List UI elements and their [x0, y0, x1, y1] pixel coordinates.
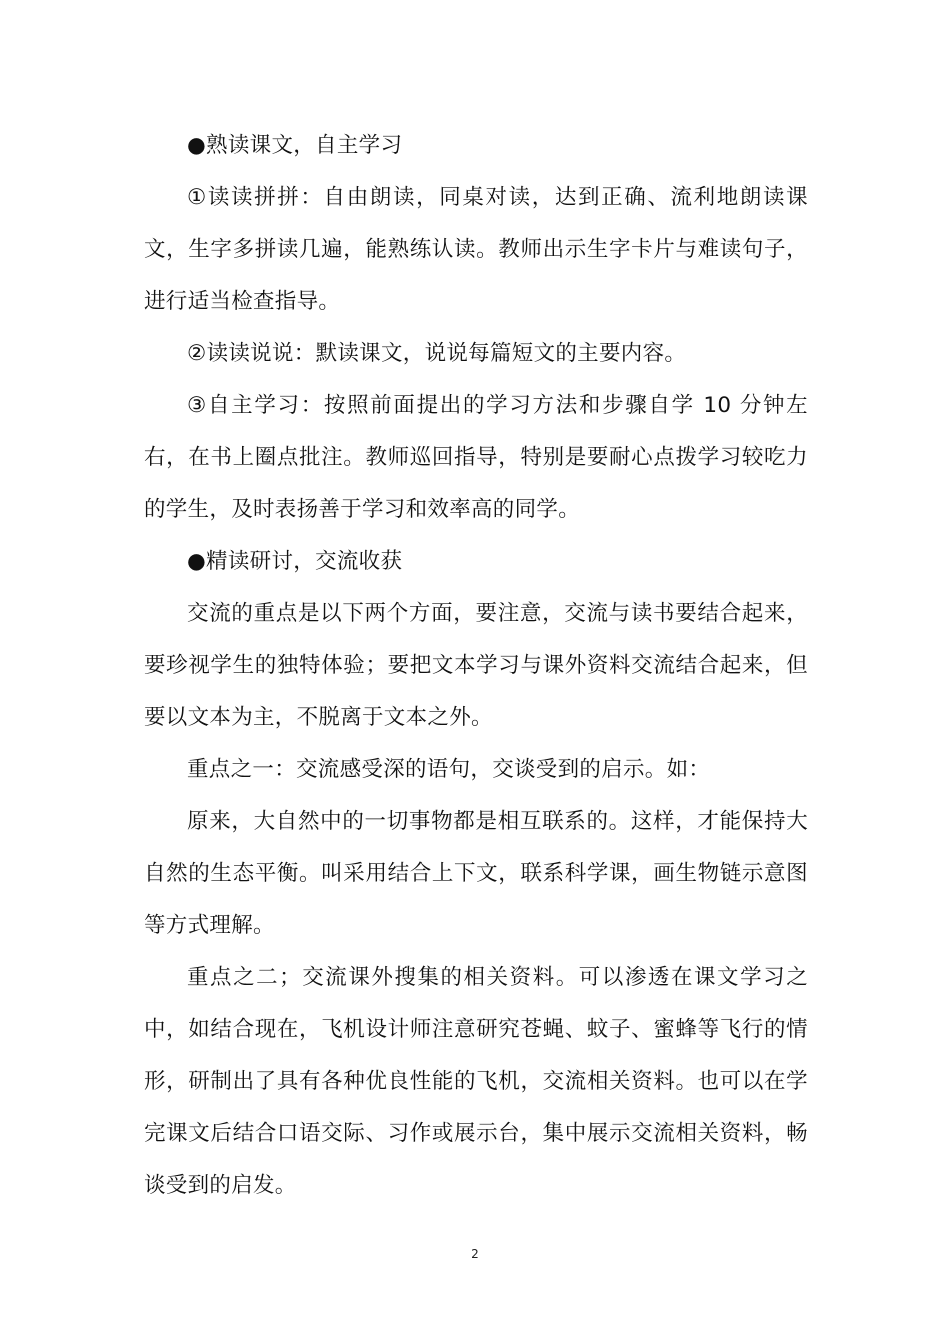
paragraph-exchange-focus: 交流的重点是以下两个方面，要注意，交流与读书要结合起来，要珍视学生的独特体验；要把文本学习与课外资料交流结合起来，但要以文本为主，不脱离于文本之外。 — [144, 601, 808, 730]
paragraph-read-and-spell: ①读读拼拼：自由朗读，同桌对读，达到正确、流利地朗读课文，生字多拼读几遍，能熟练认读。教师出示生字卡片与难读句子，进行适当检查指导。 — [144, 185, 808, 314]
paragraph-focus-two: 重点之二；交流课外搜集的相关资料。可以渗透在课文学习之中，如结合现在，飞机设计师注意研究苍蝇、蚊子、蜜蜂等飞行的情形，研制出了具有各种优良性能的飞机，交流相关资料。也可以在学完课文后结合口语交际、习作或展示台，集中展示交流相关资料，畅谈受到的启发。 — [144, 965, 808, 1198]
paragraph-self-study: ③自主学习：按照前面提出的学习方法和步骤自学 10 分钟左右，在书上圈点批注。教师巡回指导，特别是要耐心点拨学习较吃力的学生，及时表扬善于学习和效率高的同学。 — [144, 393, 808, 522]
heading-intensive-reading: ●精读研讨，交流收获 — [187, 549, 403, 574]
page-number: 2 — [471, 1247, 479, 1261]
paragraph-focus-one: 重点之一：交流感受深的语句，交谈受到的启示。如： — [187, 757, 711, 782]
paragraph-read-and-speak: ②读读说说：默读课文，说说每篇短文的主要内容。 — [187, 341, 687, 366]
document-body — [144, 120, 808, 1212]
heading-read-and-self-study: ●熟读课文，自主学习 — [187, 133, 403, 158]
paragraph-nature-example: 原来，大自然中的一切事物都是相互联系的。这样，才能保持大自然的生态平衡。叫采用结合上下文，联系科学课，画生物链示意图等方式理解。 — [144, 809, 808, 938]
